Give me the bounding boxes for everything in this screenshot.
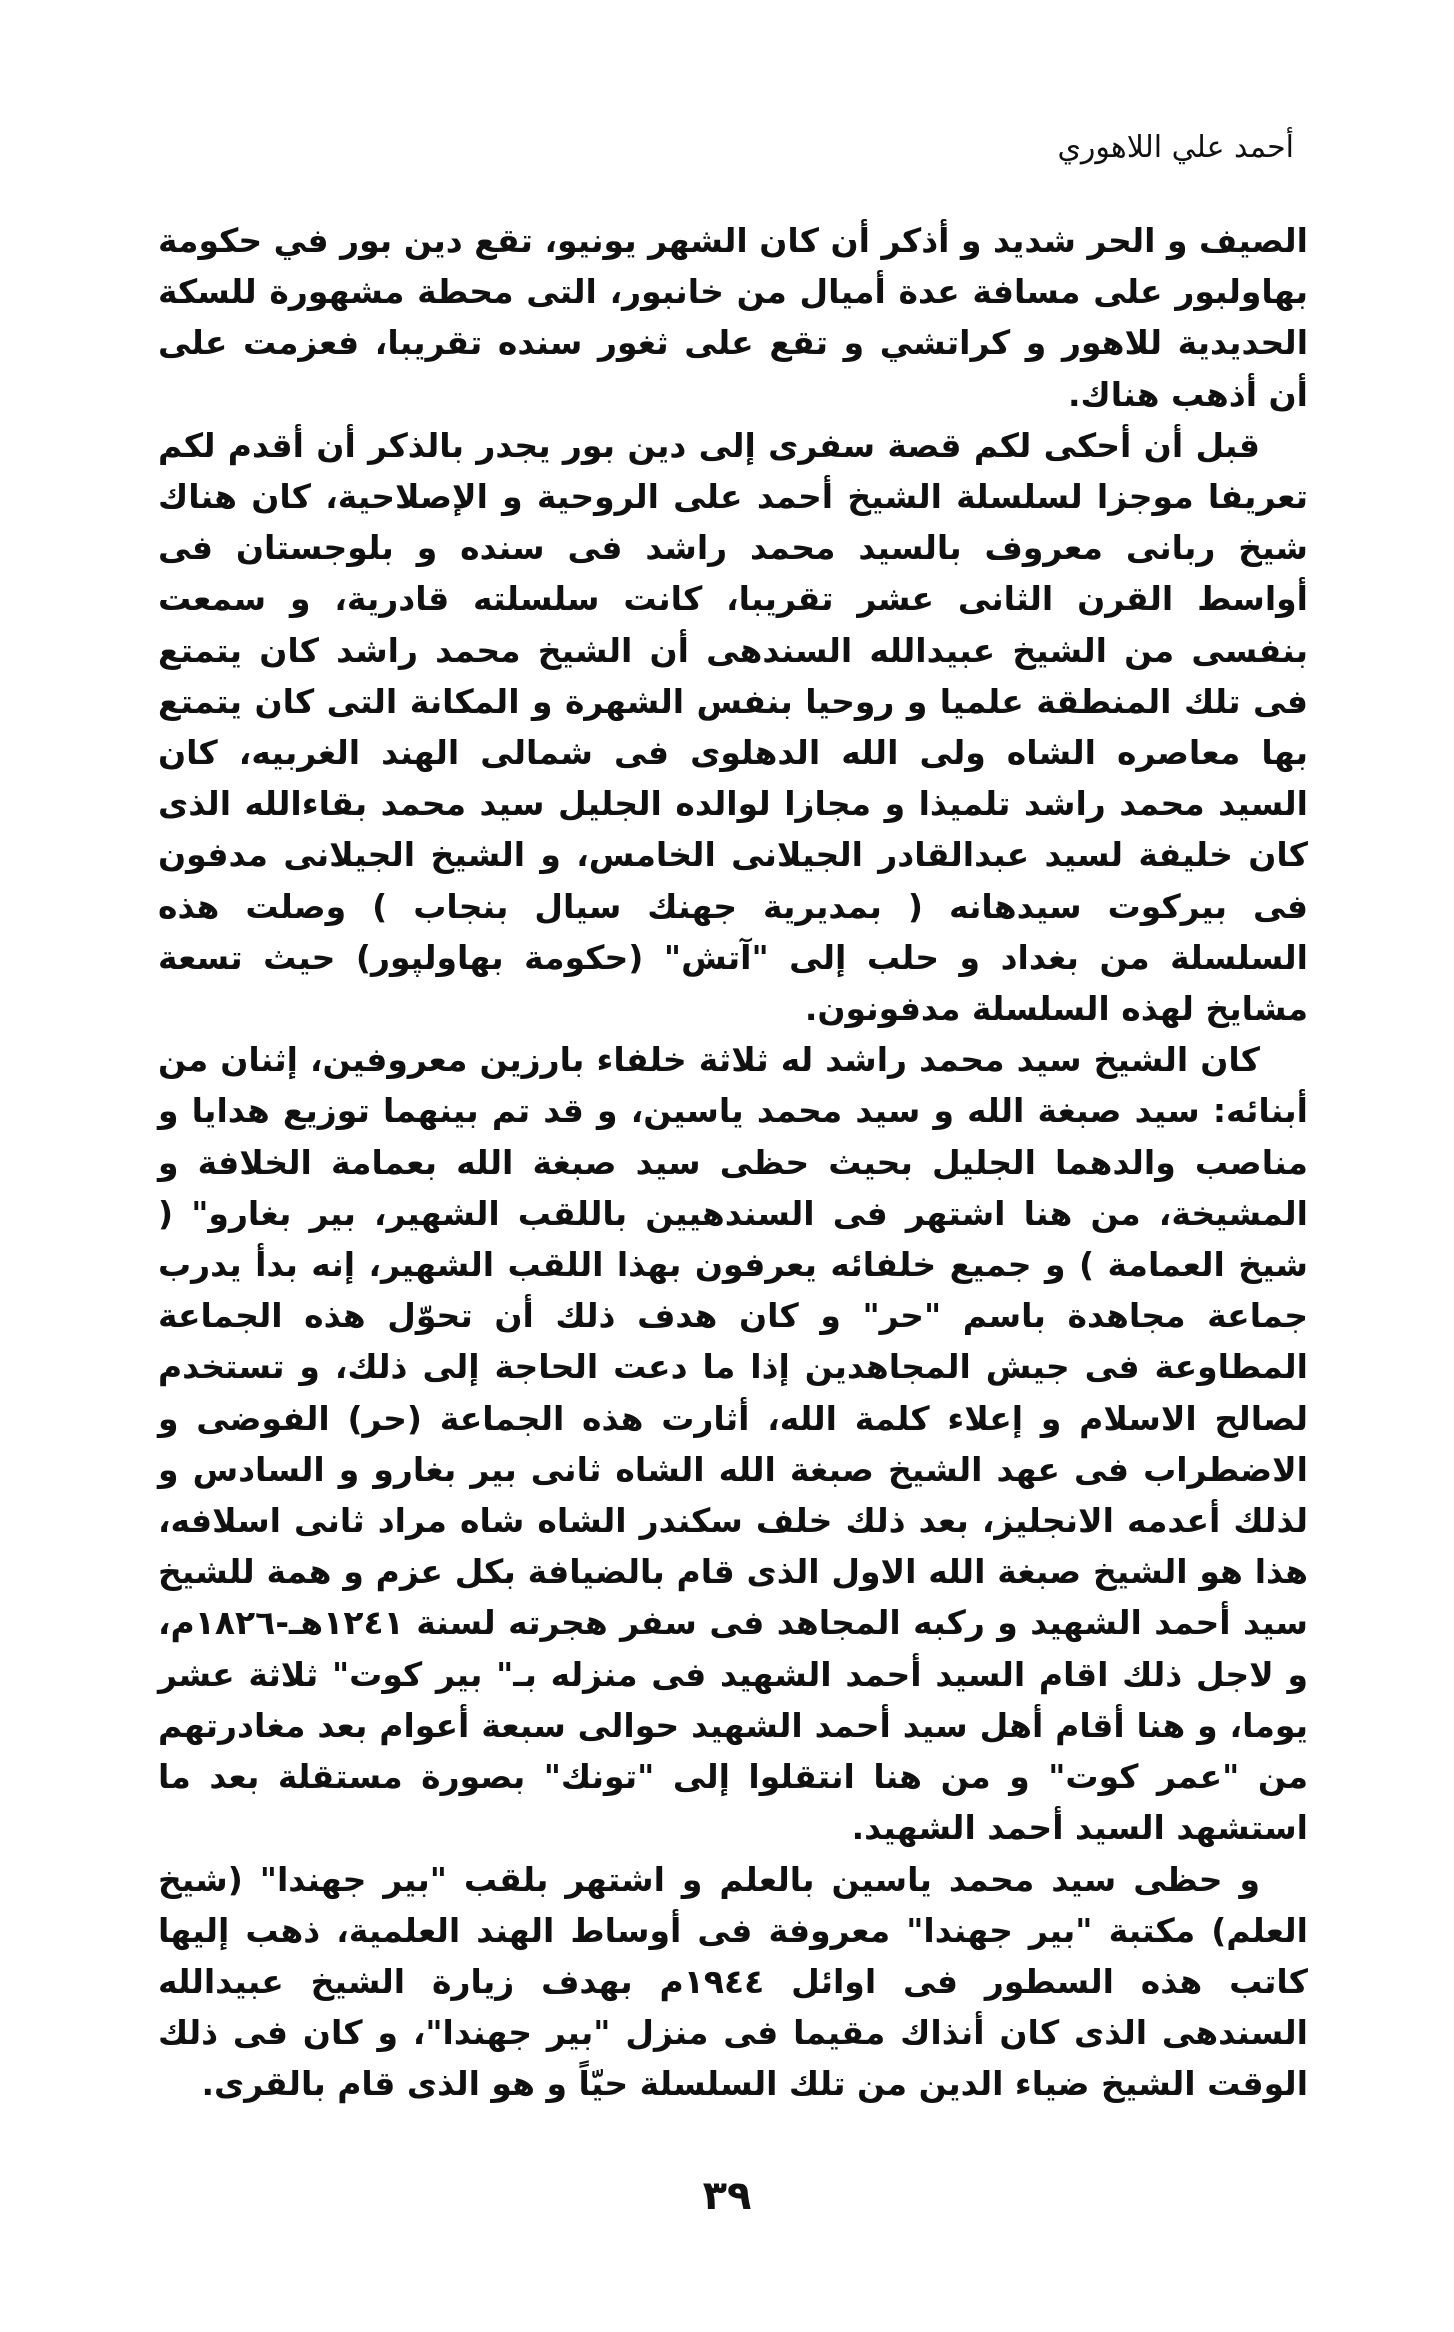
paragraph-4: و حظى سيد محمد ياسين بالعلم و اشتهر بلقب "بير جهندا" (شيخ العلم) مكتبة "بير جهندا" معروفة فى أوساط الهند العلمية، ذهب إليها كاتب هذه السطور فى اوائل ١٩٤٤م بهدف زيارة الشيخ عبيدالله السندهى الذى كان أنذاك مقيما فى منزل "بير جهندا"، و كان فى ذلك الوقت الشيخ ضياء الدين من تلك السلسلة حيّاً و هو الذى قام بالقرى. <box>158 1859 1308 2104</box>
paragraph-1: الصيف و الحر شديد و أذكر أن كان الشهر يونيو، تقع دين بور في حكومة بهاولبور على مسافة عدة أميال من خانبور، التى محطة مشهورة للسكة الحديدية للاهور و كراتشي و تقع على ثغور سنده تقريبا، فعزمت على أن أذهب هناك. <box>158 221 1308 414</box>
paragraph-2: قبل أن أحكى لكم قصة سفرى إلى دين بور يجدر بالذكر أن أقدم لكم تعريفا موجزا لسلسلة الشيخ أحمد على الروحية و الإصلاحية، كان هناك شيخ ربانى معروف بالسيد محمد راشد فى سنده و بلوجستان فى أواسط القرن الثانى عشر تقريبا، كانت سلسلته قادرية، و سمعت بنفسى من الشيخ عبيدالله السندهى أن الشيخ محمد راشد كان يتمتع فى تلك المنطقة علميا و روحيا بنفس الشهرة و المكانة التى كان يتمتع بها معاصره الشاه ولى الله الدهلوى فى شمالى الهند الغربيه، كان السيد محمد راشد تلميذا و مجازا لوالده الجليل سيد محمد بقاءالله الذى كان خليفة لسيد عبدالقادر الجيلانى الخامس، و الشيخ الجيلانى مدفون فى بيركوت سيدهانه ( بمديرية جهنك سيال بنجاب ) وصلت هذه السلسلة من بغداد و حلب إلى "آتش" (حكومة بهاولپور) حيث تسعة مشايخ لهذه السلسلة مدفونون. <box>158 425 1308 1029</box>
paragraph-3: كان الشيخ سيد محمد راشد له ثلاثة خلفاء بارزين معروفين، إثنان من أبنائه: سيد صبغة الله و سيد محمد ياسين، و قد تم بينهما توزيع هدايا و مناصب والدهما الجليل بحيث حظى سيد صبغة الله بعمامة الخلافة و المشيخة، من هنا اشتهر فى السندهيين باللقب الشهير، بير بغارو" ( شيخ العمامة ) و جميع خلفائه يعرفون بهذا اللقب الشهير، إنه بدأ يدرب جماعة مجاهدة باسم "حر" و كان هدف ذلك أن تحوّل هذه الجماعة المطاوعة فى جيش المجاهدين إذا ما دعت الحاجة إلى ذلك، و تستخدم لصالح الاسلام و إعلاء كلمة الله، أثارت هذه الجماعة (حر) الفوضى و الاضطراب فى عهد الشيخ صبغة الله الشاه ثانى بير بغارو و السادس و لذلك أعدمه الانجليز، بعد ذلك خلف سكندر الشاه شاه مراد ثانى اسلافه، هذا هو الشيخ صبغة الله الاول الذى قام بالضيافة بكل عزم و همة للشيخ سيد أحمد الشهيد و ركبه المجاهد فى سفر هجرته لسنة ١٢٤١هـ-١٨٢٦م، و لاجل ذلك اقام السيد أحمد الشهيد فى منزله بـ" بير كوت" ثلاثة عشر يوما، و هنا أقام أهل سيد أحمد الشهيد حوالى سبعة أعوام بعد مغادرتهم من "عمر كوت" و من هنا انتقلوا إلى "تونك" بصورة مستقلة بعد ما استشهد السيد أحمد الشهيد. <box>158 1040 1308 1848</box>
running-head: أحمد علي اللاهوري <box>1057 130 1294 165</box>
body-text <box>158 215 1308 2110</box>
page-number: ٣٩ <box>702 2173 752 2219</box>
